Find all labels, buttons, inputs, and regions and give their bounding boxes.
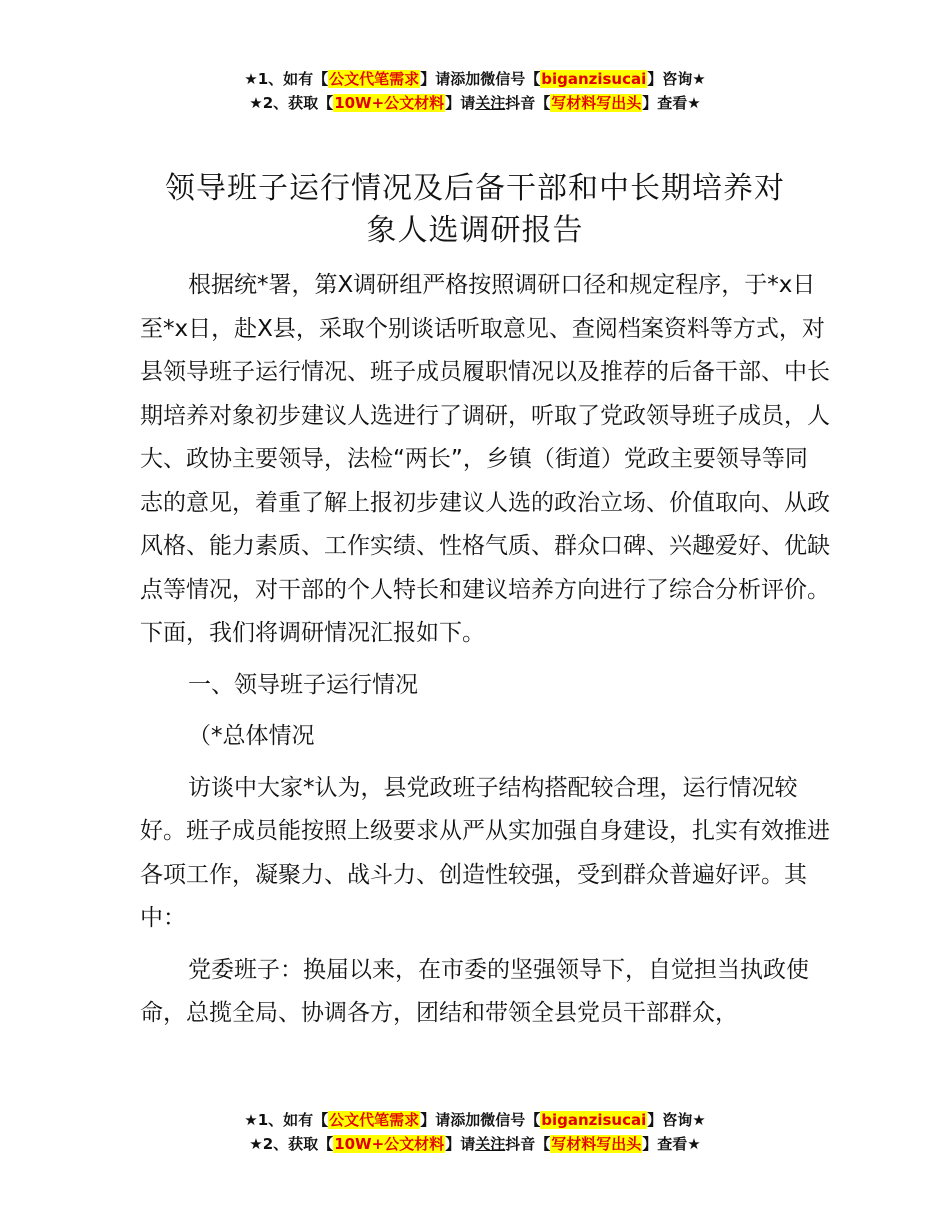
body-paragraph: 党委班子：换届以来，在市委的坚强领导下，自觉担当执政使命，总揽全局、协调各方，团结和带领全县党员干部群众，: [140, 956, 809, 1026]
banner-text: ★1、如有【: [244, 1111, 329, 1129]
section-heading: 一、领导班子运行情况: [188, 671, 418, 698]
banner-highlight: 写材料写出头: [551, 1135, 642, 1153]
banner-text: 】查看★: [642, 94, 701, 112]
banner-highlight: 10W+公文材料: [334, 1135, 445, 1153]
banner-text: 抖音【: [505, 1135, 551, 1153]
body-paragraph: 访谈中大家*认为，县党政班子结构搭配较合理，运行情况较好。班子成员能按照上级要求从严从实加强自身建设，扎实有效推进各项工作，凝聚力、战斗力、创造性较强，受到群众普遍好评。其中：: [140, 774, 830, 931]
header-banner: [0, 67, 950, 115]
banner-highlight: biganzisucai: [541, 1111, 647, 1129]
intro-paragraph: 根据统*署，第X调研组严格按照调研口径和规定程序，于*x日至*x日，赴X县，采取个别谈话听取意见、查阅档案资料等方式，对县领导班子运行情况、班子成员履职情况以及推荐的后备干部、中长期培养对象初步建议人选进行了调研，听取了党政领导班子成员，人大、政协主要领导，法检“两长”，乡镇（街道）党政主要领导等同志的意见，着重了解上报初步建议人选的政治立场、价值取向、从政风格、能力素质、工作实绩、性格气质、群众口碑、兴趣爱好、优缺点等情况，对干部的个人特长和建议培养方向进行了综合分析评价。下面，我们将调研情况汇报如下。: [140, 272, 830, 646]
banner-line-1: [0, 67, 950, 91]
document-body: [140, 264, 830, 1036]
banner-highlight: biganzisucai: [541, 70, 647, 88]
title-line-2: 象人选调研报告: [366, 213, 584, 248]
banner-text: 】咨询★: [647, 70, 706, 88]
document-title: [140, 168, 810, 252]
banner-text: ★2、获取【: [249, 1135, 334, 1153]
banner-line-1: [0, 1108, 950, 1132]
banner-line-2: [0, 1132, 950, 1156]
banner-text: ★1、如有【: [244, 70, 329, 88]
banner-text: ★2、获取【: [249, 94, 334, 112]
title-line-1: 领导班子运行情况及后备干部和中长期培养对: [165, 171, 785, 206]
banner-text: 】查看★: [642, 1135, 701, 1153]
banner-underlined: 关注: [475, 1135, 506, 1153]
banner-highlight: 写材料写出头: [551, 94, 642, 112]
banner-text: 】请: [445, 1135, 476, 1153]
banner-text: 】请: [445, 94, 476, 112]
subsection-heading: （*总体情况: [188, 723, 315, 749]
banner-underlined: 关注: [475, 94, 506, 112]
banner-highlight: 公文代笔需求: [329, 1111, 420, 1129]
footer-banner: [0, 1108, 950, 1156]
banner-text: 】请添加微信号【: [420, 1111, 541, 1129]
banner-text: 】咨询★: [647, 1111, 706, 1129]
banner-text: 抖音【: [505, 94, 551, 112]
banner-highlight: 10W+公文材料: [334, 94, 445, 112]
banner-line-2: [0, 91, 950, 115]
banner-highlight: 公文代笔需求: [329, 70, 420, 88]
banner-text: 】请添加微信号【: [420, 70, 541, 88]
